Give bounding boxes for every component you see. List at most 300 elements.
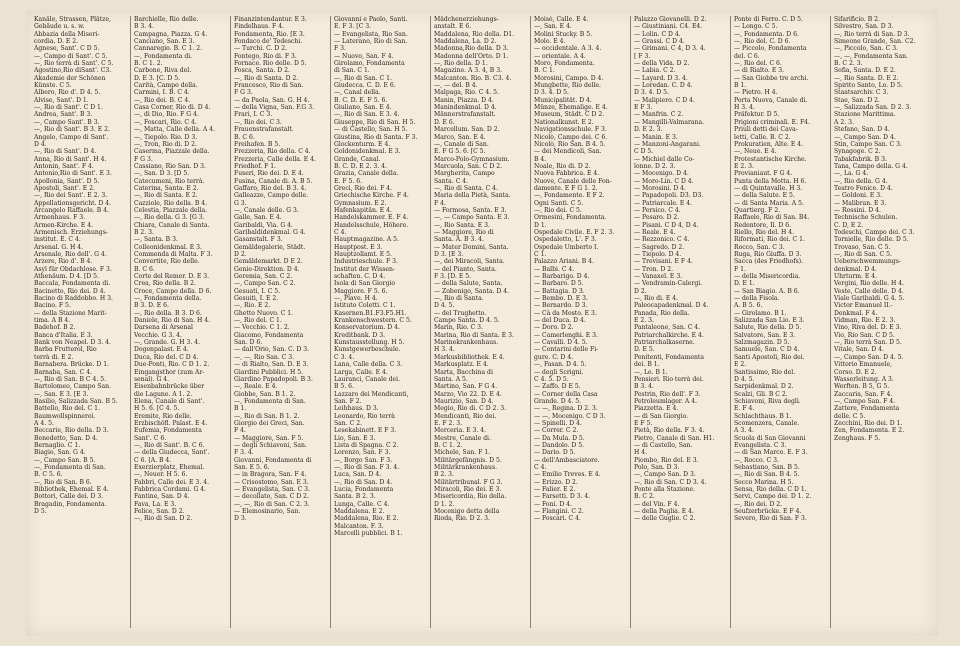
index-entry: Fontego, Rio di. F 3.: [234, 52, 297, 60]
index-entry: — Manzoni-Angarani.: [634, 140, 701, 148]
index-entry: Pensieri. Rio terrà dei.: [634, 375, 704, 383]
index-entry: Freihafen. B 5.: [234, 140, 281, 148]
index-column-7: [630, 16, 730, 628]
index-entry: Marta, Bacchina di: [434, 368, 493, 376]
index-entry: —, Borgo San. F 3.: [334, 456, 393, 464]
index-entry: Francesco, Rio di San.: [234, 82, 304, 90]
index-entry: —, Santa. B 3.: [134, 236, 178, 244]
index-entry: — Doro. D 2.: [534, 324, 574, 332]
index-entry: Ospedale Civile. E. F 2. 3.: [534, 228, 615, 236]
index-entry: Palazzo Giovanelli. D 2.: [634, 16, 707, 23]
index-entry: A 3. 4.: [734, 427, 754, 435]
index-entry: Fornace. Rio delle. D 5.: [234, 60, 307, 68]
index-entry: Geremia, San. C 2.: [234, 273, 293, 281]
index-entry: San. E 5. 6.: [234, 463, 270, 471]
index-entry: Antonio,Rio di Sant'. E 3.: [34, 170, 112, 178]
index-entry: Arsenal. G. H 4.: [34, 243, 84, 251]
index-entry: Gymnasium. E 2.: [334, 199, 387, 207]
index-entry: — della Vida. D 2.: [634, 60, 690, 68]
index-entry: Todeschi, Campo dei. C 3.: [834, 228, 915, 236]
index-entry: —, dei Miracoli, Santa.: [434, 258, 505, 266]
index-entry: — Barbaro. D 5.: [534, 280, 584, 288]
index-entry: — dei Mendicoli, San.: [534, 148, 602, 156]
index-entry: Scomenzera, Canale.: [734, 419, 800, 427]
index-entry: F 4.: [434, 199, 446, 207]
index-entry: Armen-Kirche. E 4.: [34, 221, 94, 229]
index-entry: Benedetto, San. D 4.: [34, 434, 98, 442]
index-entry: — Trevisani. E F 4.: [634, 258, 693, 266]
index-entry: — di Castello, San. H 5.: [334, 126, 408, 134]
index-entry: Eremite, Rio delle.: [134, 412, 192, 420]
index-entry: F 3. [D. E 5.: [434, 273, 472, 281]
index-entry: Rocco, San. C 3.: [734, 243, 785, 251]
index-entry: — della Paglia. E 4.: [634, 508, 694, 516]
index-entry: Campagna, Piazza. G 4.: [134, 30, 208, 38]
index-entry: Hafenkapitän. E 4.: [334, 206, 392, 214]
index-entry: damente. E F G 1. 2.: [534, 184, 598, 192]
index-entry: Gesuiti, I. E 2.: [234, 295, 279, 303]
index-entry: —, Campo San. F 4.: [834, 397, 896, 405]
index-entry: Wasserleitung. A 3.: [834, 375, 894, 383]
index-entry: —, Rio Santa. E 3.: [434, 221, 490, 229]
index-entry: Marco, San. E 4.: [434, 133, 486, 141]
index-entry: Fusina, Canale di. A. B 5.: [234, 177, 313, 185]
index-entry: — Spinelli. D 4.: [534, 419, 582, 427]
index-entry: Corte del Remer. D. E 3.: [134, 273, 210, 281]
index-entry: H 5. 6. [C 4. 5.: [134, 405, 180, 413]
index-entry: Akademie der Schönen: [34, 74, 106, 82]
index-entry: Cannaregio. B. C 1. 2.: [134, 45, 203, 53]
index-entry: — Tron. D 2.: [634, 265, 674, 273]
index-entry: —, Campo San. C 2.: [234, 280, 296, 288]
index-entry: —, San. D 3. [D 5.: [134, 170, 190, 178]
index-entry: Moro, Fondamenta.: [534, 60, 595, 68]
index-entry: —, Campo San. B 5.: [34, 456, 96, 464]
index-entry: — Correr. C 2.: [534, 427, 579, 435]
index-entry: — del Trughetto.: [434, 309, 487, 317]
index-entry: Merceria. E 3. 4.: [434, 427, 487, 435]
index-entry: Molo. E 4.: [534, 38, 566, 46]
index-entry: — Manin. E 3.: [634, 133, 678, 141]
index-entry: Bacinetto, Rio dei. D 4.: [34, 287, 106, 295]
index-entry: Penitenti, Fondamenta: [634, 353, 704, 361]
index-entry: Arzere, Rio d'. B 4.: [34, 258, 93, 266]
index-entry: Lista di Spagna. C 2.: [334, 441, 399, 449]
index-entry: Ospedale Umberto I.: [534, 243, 599, 251]
index-entry: —, Matta, Calle della. A 4.: [134, 126, 216, 134]
index-entry: D 4. 5.: [734, 375, 755, 383]
index-entry: — di Quintavalle. H 3.: [734, 184, 803, 192]
index-entry: Moisè, Calle. E 4.: [534, 16, 589, 23]
index-entry: Silvestro, San. D 3.: [834, 23, 894, 31]
index-entry: Fosca, Santa. D 2.: [234, 67, 290, 75]
index-entry: dei. B 1.: [634, 361, 660, 369]
index-entry: Fava, La. E 3.: [134, 500, 177, 508]
index-entry: Patriarchalkirche. E 4.: [634, 331, 704, 339]
index-entry: Lorenzo, San. F 3.: [334, 449, 391, 457]
index-entry: Vecchio. G 3. 4.: [134, 331, 182, 339]
index-entry: Vergini, Rio delle. H 4.: [834, 280, 905, 288]
index-entry: B 5. 6.: [334, 383, 354, 391]
index-entry: — Girolamo. B 1.: [734, 309, 787, 317]
index-entry: Miracoli, Rio dei. E 3.: [434, 486, 502, 493]
index-entry: D. E 3. [C. D 5.: [134, 74, 181, 82]
index-entry: —, Rio di Santa. D 2.: [234, 74, 299, 82]
index-entry: —, Rio di San. E 3. 4.: [334, 111, 400, 119]
index-entry: Grande, Canal.: [334, 155, 381, 163]
index-entry: San. C 2.: [334, 419, 363, 427]
index-entry: — Vendramin-Calergi.: [634, 280, 703, 288]
index-entry: Croce, Campo della. D 6.: [134, 287, 212, 295]
index-entry: B. C 1.: [534, 67, 555, 75]
index-entry: Lazzaro dei Mendicanti,: [334, 390, 409, 398]
index-entry: —, Fasan. D 4. 5.: [534, 361, 587, 369]
index-entry: Militärkrankenhaus.: [434, 463, 498, 471]
index-entry: Hauptmagazine. A 5.: [334, 236, 399, 244]
index-entry: — dall'Orio, San. C. D 3.: [234, 346, 310, 354]
index-entry: Girolamo, Fondamenta: [334, 60, 405, 68]
index-entry: Malpaga, Rio. C 4. 5.: [434, 89, 499, 97]
index-entry: Mungbette, Rio delle.: [534, 82, 601, 90]
index-entry: Hauptpost. E 3.: [334, 243, 383, 251]
index-entry: Marin, Rio. C 3.: [434, 324, 483, 332]
index-entry: Celestia, Piazzale della.: [134, 206, 208, 214]
index-entry: —, Neue. E 4.: [734, 148, 777, 156]
index-entry: Lana, Calle della. C 3.: [334, 361, 403, 369]
index-entry: Antonin, Sant'. F 4.: [34, 162, 94, 170]
index-entry: die Lagune. A 1. 2.: [134, 390, 193, 398]
index-column-8: [730, 16, 830, 628]
index-entry: —, Rio di Sant'. B 3. E 2.: [34, 126, 110, 134]
index-entry: San. F 2.: [334, 397, 362, 405]
index-entry: Madonna dell'Orto. D 1.: [434, 52, 509, 60]
index-entry: Markusbibliothek. E 4.: [434, 353, 505, 361]
index-entry: — Reale. E 4.: [634, 228, 676, 236]
index-entry: G 3.: [234, 199, 247, 207]
index-entry: Maggiore. F 5. 6.: [334, 287, 388, 295]
index-entry: —, Rio di Sant'. B. C 6.: [134, 441, 205, 449]
index-entry: Caterina, Santa. E 2.: [134, 184, 199, 192]
index-entry: D. E 2. 3.: [634, 126, 663, 134]
index-entry: Punta della Motta. H 6.: [734, 177, 807, 185]
index-entry: — della Misericordia.: [734, 273, 801, 281]
index-entry: B 2. 3.: [434, 471, 454, 479]
index-entry: Sensa, Rio della. C D 1.: [734, 486, 807, 493]
index-entry: A 2. 3.: [834, 118, 854, 126]
index-entry: schaften. C. D 4.: [334, 273, 386, 281]
index-entry: Barba Frutterol, Rio: [34, 346, 97, 354]
index-entry: Fondamenta, Rio. [E 3.: [234, 30, 305, 38]
index-entry: — Goldoni. E 3.: [834, 192, 883, 200]
index-entry: Eingangsthor (zum Ar-: [134, 368, 205, 376]
index-entry: Secco Marina. H 5.: [734, 478, 794, 486]
index-entry: —, Rio del. C 6.: [734, 60, 782, 68]
index-entry: Pietro, Canale di San. H1.: [634, 434, 715, 442]
index-entry: Palazzo Ariani. B 4.: [534, 258, 594, 266]
index-entry: Handelskammer. E. F 4.: [334, 214, 409, 222]
index-entry: Samuele, San. C D 4.: [734, 346, 800, 354]
index-entry: Angelo, Campo di Sant'.: [34, 133, 109, 141]
index-entry: Patriarchalkaserne.: [634, 339, 695, 347]
index-entry: Mädchenerziehungs-: [434, 16, 499, 23]
index-entry: Barnabera. Brücke. D 1.: [34, 361, 110, 369]
index-entry: Salute, Rio della. D 5.: [734, 324, 802, 332]
index-entry: Isola di San Giorgio: [334, 280, 396, 288]
index-entry: Stae, San. D 2.: [834, 96, 880, 104]
index-entry: Marco-Polo-Gymnasium.: [434, 155, 510, 163]
index-entry: Salvatore, San. E 3.: [734, 331, 796, 339]
index-entry: — di Rialto, San. D. E 3.: [234, 361, 309, 369]
index-entry: Griechische Kirche. F 4.: [334, 192, 409, 200]
index-entry: San. D 6.: [234, 339, 263, 347]
index-entry: —, Rio di San. B 4. 5.: [734, 471, 800, 479]
index-entry: Zaccaria, San. F 4.: [834, 390, 893, 398]
index-entry: — Camerlenghi. E 3.: [534, 331, 598, 339]
index-entry: B. C 1. 2.: [434, 441, 463, 449]
index-entry: Krankenschwestern. C 5.: [334, 317, 412, 325]
index-entry: Giuseppe, Rio di San. H 5.: [334, 118, 416, 126]
index-entry: C 1.: [534, 251, 547, 258]
index-entry: —, Piccolo, San. C 3.: [834, 45, 899, 53]
index-entry: Badehof. B 2.: [34, 324, 76, 332]
index-entry: Athenäum. D 4. [D 5.: [34, 273, 99, 281]
index-entry: —, Fondamenta di.: [134, 52, 193, 60]
index-entry: — di Santa Maria. A 5.: [734, 199, 804, 207]
index-entry: —, Rio dei. C 3.: [234, 118, 282, 126]
index-entry: letti, Calle. B. C 2.: [734, 133, 791, 141]
index-entry: Baccala, Fondamenta di.: [34, 280, 111, 288]
index-entry: — San Giobbe tre archi.: [734, 74, 809, 82]
index-entry: Istituto Coletti. C 1.: [334, 302, 396, 310]
index-entry: Armenisch. Erziehungs-: [34, 228, 108, 236]
index-entry: Priuli detti dei Cava-: [734, 126, 798, 134]
index-entry: Riformati, Rio dei. C 1.: [734, 236, 805, 244]
index-entry: — Battagia. D 3.: [534, 287, 585, 295]
index-entry: Giardini Pubblici. H 5.: [234, 368, 304, 376]
index-entry: — Corner della Casa: [534, 390, 598, 398]
index-entry: Caserma, Piazzale della.: [134, 148, 210, 156]
index-entry: Tabakfabrik. B 3.: [834, 155, 887, 163]
index-entry: Ruga, Rio Giuffa. D 3.: [734, 251, 802, 258]
index-entry: Gasanstalt. F 3.: [234, 236, 283, 244]
index-entry: D. E 6.: [434, 118, 455, 126]
index-entry: Agostino,Rio diSant'. C3.: [34, 67, 112, 75]
index-entry: — Turchi. C. D 2.: [234, 45, 288, 53]
index-entry: B. C. D. E. F 5. 6.: [334, 96, 388, 104]
index-entry: Martino, San. F G 4.: [434, 383, 498, 391]
index-entry: —, Rio del. C 1.: [234, 317, 282, 325]
index-entry: Findelhaus. F 4.: [234, 23, 285, 31]
index-entry: Convertite, Rio delle.: [134, 258, 200, 266]
index-entry: Malcanton. F. 3.: [334, 522, 384, 530]
index-entry: Militärgefängnis. D 5.: [434, 456, 502, 464]
index-entry: Pestrin, Rio dell'. F 3.: [634, 390, 701, 398]
index-entry: Frauenstrafanstalt.: [234, 126, 294, 134]
index-entry: Misericordia, Rio della.: [434, 493, 507, 501]
index-entry: Lio, San. E 3.: [334, 434, 376, 442]
index-entry: Michele, San. F 1.: [434, 449, 491, 457]
index-entry: Staatsarchiv. C 3.: [834, 89, 889, 97]
index-entry: —, Rio dei. C 5.: [534, 206, 582, 214]
index-entry: Marina, Rio di Santa. E 3.: [434, 331, 514, 339]
index-entry: Due-Ponti, Rio. C D 1. 2.: [134, 361, 210, 369]
index-entry: Maurizio, San. D 4.: [434, 397, 494, 405]
index-entry: Lauranci, Canale dei.: [334, 375, 401, 383]
index-entry: — della Fisola.: [734, 295, 780, 303]
index-entry: Municipalität. D 4.: [534, 96, 592, 104]
index-column-1: [34, 16, 130, 628]
index-entry: Sofia, Santa. D. E 2.: [834, 67, 896, 75]
index-entry: Gaffaro, Rio del. B 3. 4.: [234, 184, 307, 192]
index-column-9: [830, 16, 930, 628]
index-entry: Stin, Campo San. C 3.: [834, 140, 902, 148]
index-entry: — di San Giorgio.: [634, 412, 689, 420]
index-entry: — della Salute. E 5.: [734, 192, 795, 200]
index-entry: —, Piave. H 4.: [334, 295, 378, 303]
index-entry: Schlachthaus. B 1.: [734, 412, 792, 420]
index-entry: — da Paola, San. G. H 4.: [234, 96, 310, 104]
index-entry: F 3.: [334, 45, 346, 53]
index-entry: Darsena di Arsenal: [134, 324, 194, 332]
index-entry: Giobbe, San. B 1. 2.: [234, 390, 296, 398]
index-entry: Kunstausstellung. H 5.: [334, 339, 405, 347]
index-entry: D 3. 4. D 5.: [534, 89, 569, 97]
index-entry: —, Grande. G. H 3. 4.: [134, 339, 201, 347]
index-entry: —, Fondamenta di San.: [234, 397, 306, 405]
index-entry: Beccarie, Rio della. D 3.: [34, 427, 109, 435]
index-entry: Armenhaus. F 3.: [34, 214, 86, 222]
index-entry: —, Rio dei. B. C 4.: [134, 96, 191, 104]
index-entry: — Michiel dalle Co-: [634, 155, 695, 163]
index-entry: del. C 6.: [734, 52, 760, 60]
index-page: [26, 10, 938, 636]
index-entry: B. C 2.: [634, 493, 655, 501]
index-entry: — Crisostomo, San. E 3.: [234, 478, 309, 486]
index-entry: Giardino Papadopoli. B 3.: [234, 375, 313, 383]
index-entry: [ F 3.: [634, 52, 651, 60]
index-entry: Santa. A 5.: [434, 375, 468, 383]
index-entry: —, Rio di San. C D 3. 4.: [634, 478, 707, 486]
index-entry: B 1.: [234, 405, 247, 413]
index-entry: D 3. [E 3.: [434, 251, 464, 258]
index-entry: Sebastiano, San. B 5.: [734, 463, 800, 471]
index-entry: Schiavoni, Riva degli.: [734, 397, 801, 405]
index-entry: Riello, Rio del. H 4.: [734, 228, 795, 236]
index-entry: gure. C. D 4.: [534, 353, 574, 361]
index-entry: — Rossini. D 4.: [834, 206, 881, 214]
index-entry: Navigationsschule. F 3.: [534, 126, 607, 134]
index-entry: Santissimo, Rio del.: [734, 368, 796, 376]
index-entry: Albero, Rio d'. D 4. 5.: [34, 89, 101, 97]
index-entry: Agnese, Sant'. C D 5.: [34, 45, 100, 53]
index-entry: —, Rio dei Sant'. E 2. 3.: [34, 192, 108, 200]
index-entry: H 4.: [634, 449, 648, 457]
index-entry: B. C 6.: [234, 133, 255, 141]
index-entry: —, Rio. E 2.: [234, 302, 271, 310]
index-entry: Kreditbank. D 3.: [334, 331, 386, 339]
index-entry: Giorgio dei Greci, San.: [234, 419, 305, 427]
index-entry: Münze, Ehemalige. E 4.: [534, 104, 608, 112]
index-entry: Greci, Rio dei. F 4.: [334, 184, 393, 192]
index-entry: Sacca (des Friedhofs).: [734, 258, 804, 266]
index-entry: Cassiano, Rio San. D 3.: [134, 162, 206, 170]
index-entry: E 2. 3.: [634, 317, 654, 325]
index-entry: Maddalena. E 2.: [334, 508, 385, 516]
index-entry: Leonardo, Rio terrà: [334, 412, 395, 420]
index-entry: Denkmal. F 4.: [834, 309, 878, 317]
index-entry: F G 3.: [134, 155, 153, 163]
index-entry: —, Fondamenta di San.: [34, 463, 106, 471]
index-entry: Erzbischöfl. Palast. E 4.: [134, 419, 208, 427]
index-entry: Mendicanti, Rio dei.: [434, 412, 497, 420]
index-entry: Bartolomeo, Campo San.: [34, 383, 111, 391]
index-entry: — Maggiore, San. F 5.: [234, 434, 304, 442]
index-entry: Bacino di Raddobbo. H 3.: [34, 295, 113, 303]
index-entry: B. C 6.: [134, 265, 155, 273]
index-entry: —, Campo di Sant'. C 5.: [34, 52, 108, 60]
index-entry: Elena, Canale di Sant'.: [134, 397, 205, 405]
index-column-3: [230, 16, 330, 628]
index-entry: D 1.: [534, 221, 547, 229]
index-entry: B 4.: [534, 155, 547, 163]
index-entry: Evangelista. C 3.: [734, 441, 787, 449]
index-entry: —, Tron, Rio di. D 2.: [134, 140, 197, 148]
index-entry: Männerstrafanstalt.: [434, 111, 496, 119]
index-entry: F G 3.: [234, 89, 253, 97]
index-entry: Präfektur. D 5.: [734, 111, 780, 119]
index-entry: Fondaco de' Tedeschi.: [234, 38, 303, 46]
index-entry: — Barbarigo. D 4.: [534, 273, 590, 281]
index-entry: Ospedaletto, L'. F 3.: [534, 236, 597, 244]
index-entry: —, Rio di San. B C 4. 5.: [34, 375, 107, 383]
index-entry: C 6. [A. B 4.: [134, 456, 172, 464]
index-entry: C D 5.: [634, 148, 654, 156]
index-entry: Barchielle, Rio delle.: [134, 16, 199, 23]
index-entry: Nuove, Canale delle Fon-: [534, 177, 612, 185]
index-entry: Vittorio Emanuele,: [834, 361, 893, 369]
index-entry: Maria della Pietà, Santa.: [434, 192, 511, 200]
index-entry: —, Fondamenta. D 6.: [734, 30, 799, 38]
index-entry: — del Pianto, Santa.: [434, 265, 497, 273]
index-entry: —, Campo San. D 3.: [634, 471, 696, 479]
index-entry: Stazione Marittima.: [834, 111, 896, 119]
index-entry: — Evangelista, San. C 3.: [234, 486, 310, 493]
index-entry: Salzmagazin. D 5.: [734, 339, 790, 347]
index-entry: Nicolò, Campo dei. C 6.: [534, 133, 608, 141]
index-entry: Duca, Rio del. C D 4.: [134, 353, 199, 361]
index-entry: E. F 2. 3.: [434, 419, 463, 427]
index-entry: Fantine, San. D 4.: [134, 493, 190, 501]
index-entry: —, Rio di San. C 1.: [334, 74, 392, 82]
index-entry: B. C 1. 2.: [134, 60, 163, 68]
index-entry: di San. C 1.: [334, 67, 370, 75]
index-entry: — Vanaxel. E 3.: [634, 273, 683, 281]
index-entry: Zattere, Fondamenta: [834, 405, 900, 413]
index-entry: — in Bragora, San. F 4.: [234, 471, 307, 479]
index-entry: Paleocapadenkmal. D 4.: [634, 302, 709, 310]
index-entry: Bragadin, Fondamenta.: [34, 500, 107, 508]
index-entry: Zenghaus. F 5.: [834, 434, 881, 442]
index-entry: Catecumeni, Rio terrà.: [134, 177, 205, 185]
index-entry: Mocenigo detta della: [434, 508, 500, 516]
index-entry: Zen, Fondamenta. E 2.: [834, 427, 905, 435]
index-entry: Ponte di Ferro. C. D 5.: [734, 16, 803, 23]
index-entry: B. C. D. E 2. 3. 4.: [334, 162, 387, 170]
index-entry: Giudecca. C. D. E 6.: [334, 82, 396, 90]
index-entry: — Grassi. C D 4.: [634, 38, 685, 46]
index-entry: — degli Schiavoni, San.: [234, 441, 307, 449]
index-entry: — Dario. D 5.: [534, 449, 576, 457]
